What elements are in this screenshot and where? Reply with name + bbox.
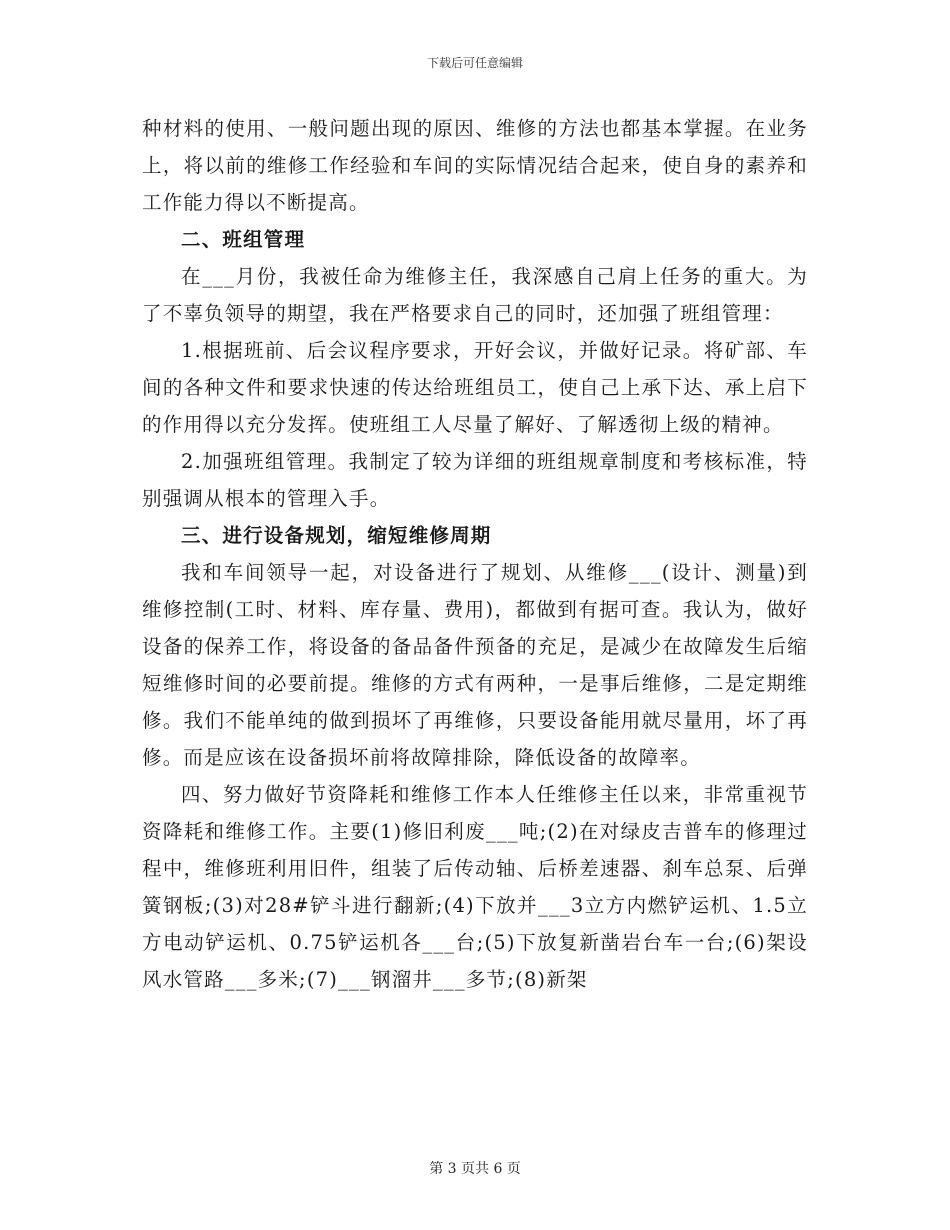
document-body xyxy=(142,110,808,998)
paragraph-cost-saving: 四、努力做好节资降耗和维修工作本人任维修主任以来，非常重视节资降耗和维修工作。主要(1)修旧利废___吨;(2)在对绿皮吉普车的修理过程中，维修班利用旧件，组装了后传动轴、后桥差速器、刹车总泵、后弹簧钢板;(3)对28#铲斗进行翻新;(4)下放并___3立方内燃铲运机、1.5立方电动铲运机、0.75铲运机各___台;(5)下放复新凿岩台车一台;(6)架设风水管路___多米;(7)___钢溜井___多节;(8)新架 xyxy=(142,783,808,991)
paragraph-equipment-planning: 我和车间领导一起，对设备进行了规划、从维修___(设计、测量)到维修控制(工时、材料、库存量、费用)，都做到有据可查。我认为，做好设备的保养工作，将设备的备品备件预备的充足，是减少在故障发生后缩短维修时间的必要前提。维修的方式有两种，一是事后维修，二是定期维修。我们不能单纯的做到损坏了再维修，只要设备能用就尽量用，坏了再修。而是应该在设备损坏前将故障排除，降低设备的故障率。 xyxy=(142,561,808,769)
page-header: 下载后可任意编辑 xyxy=(426,56,523,70)
paragraph-item-2: 2.加强班组管理。我制定了较为详细的班组规章制度和考核标准，特别强调从根本的管理入手。 xyxy=(142,450,808,510)
page-footer: 第 3 页共 6 页 xyxy=(429,1161,521,1177)
paragraph-item-1: 1.根据班前、后会议程序要求，开好会议，并做好记录。将矿部、车间的各种文件和要求快速的传达给班组员工，使自己上承下达、承上启下的作用得以充分发挥。使班组工人尽量了解好、了解透彻上级的精神。 xyxy=(142,339,808,436)
paragraph-continuation: 种材料的使用、一般问题出现的原因、维修的方法也都基本掌握。在业务上，将以前的维修工作经验和车间的实际情况结合起来，使自身的素养和工作能力得以不断提高。 xyxy=(142,117,808,214)
section-heading-equipment-planning: 三、进行设备规划，缩短维修周期 xyxy=(181,524,492,547)
section-heading-team-management: 二、班组管理 xyxy=(181,228,306,251)
paragraph-appointment: 在___月份，我被任命为维修主任，我深感自己肩上任务的重大。为了不辜负领导的期望，我在严格要求自己的同时，还加强了班组管理： xyxy=(142,265,808,325)
